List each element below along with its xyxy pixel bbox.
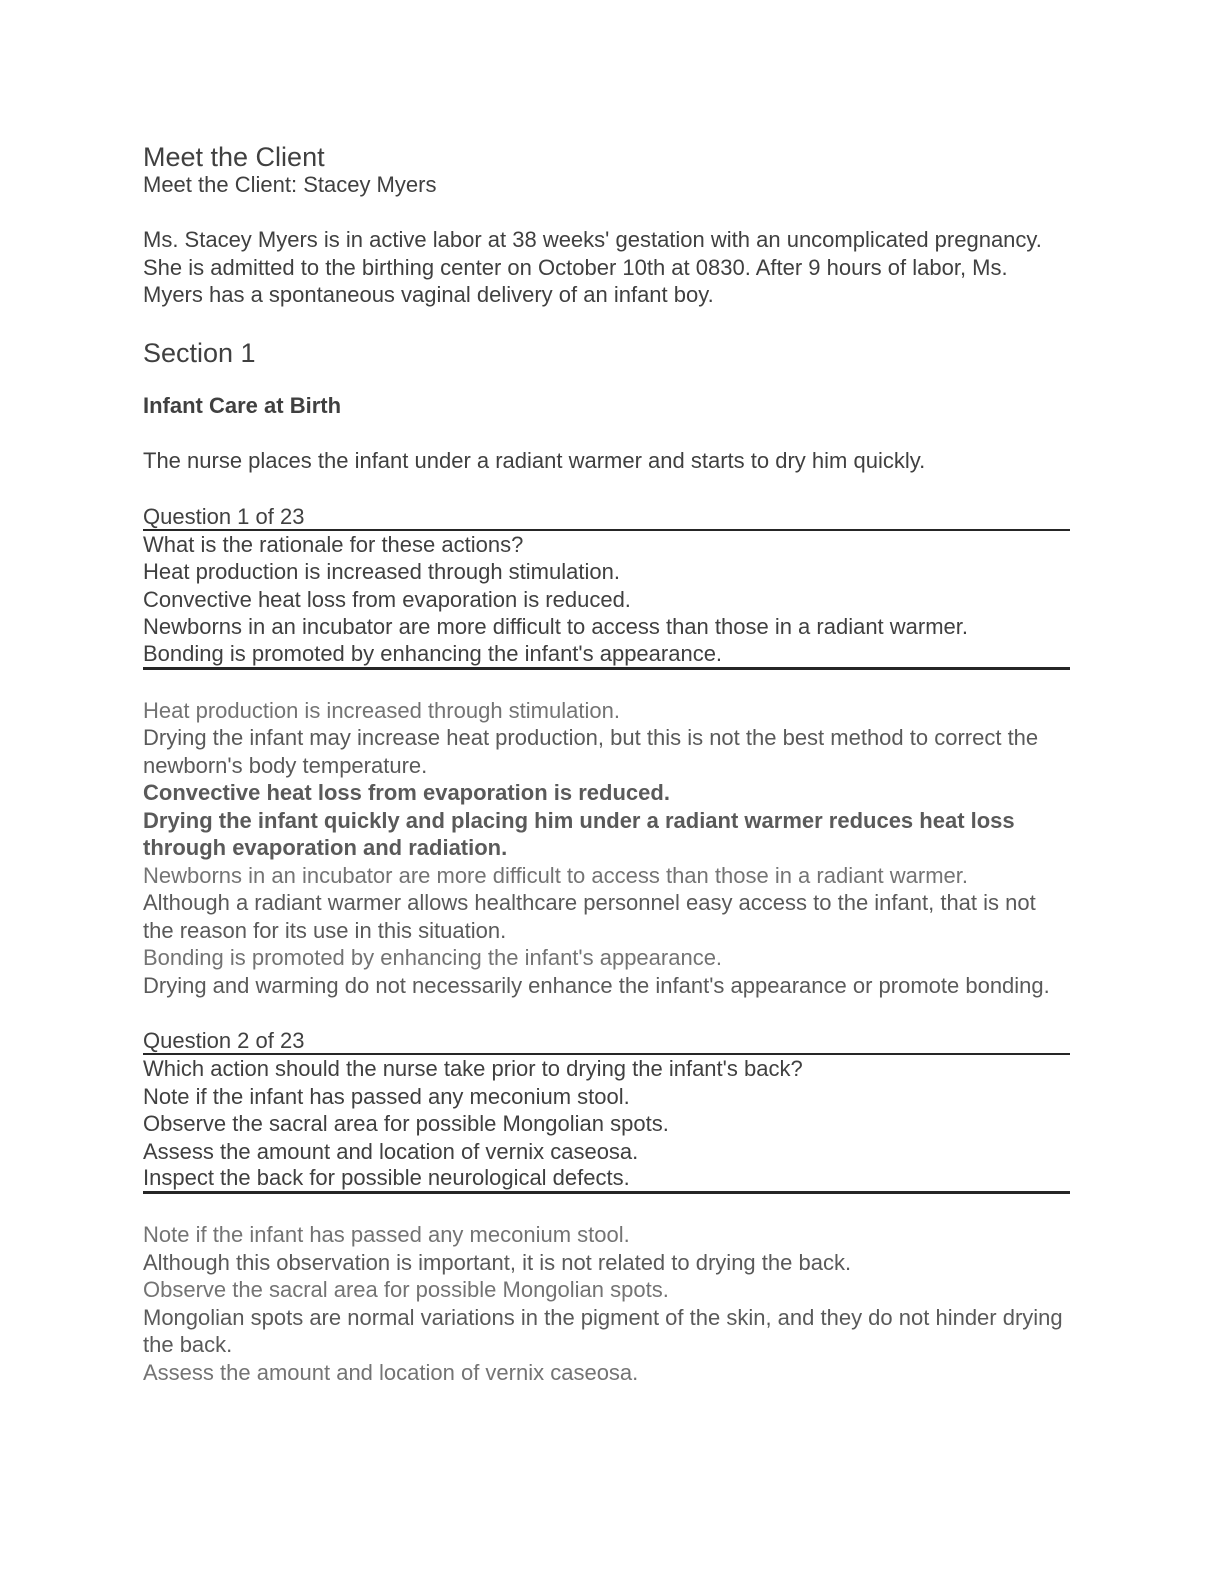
page-subtitle: Meet the Client: Stacey Myers bbox=[143, 172, 437, 197]
feedback-option: Observe the sacral area for possible Mongolian spots. bbox=[143, 1277, 669, 1302]
question-block bbox=[143, 1026, 1070, 1194]
feedback-explanation: Mongolian spots are normal variations in the pigment of the skin, and they do not hinder drying the back. bbox=[143, 1304, 1063, 1357]
question-label: Question 2 of 23 bbox=[143, 1026, 1070, 1055]
question-prompt: Which action should the nurse take prior to drying the infant's back? bbox=[143, 1056, 803, 1081]
answer-option[interactable]: Observe the sacral area for possible Mongolian spots. bbox=[143, 1111, 669, 1136]
answer-option[interactable]: Convective heat loss from evaporation is reduced. bbox=[143, 586, 631, 612]
feedback-explanation: Drying and warming do not necessarily enhance the infant's appearance or promote bonding. bbox=[143, 972, 1050, 998]
answer-option[interactable]: Heat production is increased through stimulation. bbox=[143, 559, 620, 584]
question-block bbox=[143, 502, 1070, 670]
answer-option[interactable]: Bonding is promoted by enhancing the infant's appearance. bbox=[143, 641, 1070, 670]
intro-paragraph: Ms. Stacey Myers is in active labor at 38 weeks' gestation with an uncomplicated pregnancy. She is admitted to the birthing center on October 10th at 0830. After 9 hours of labor, Ms. Myers has a spontaneous vaginal delivery of an infant boy. bbox=[143, 227, 1042, 307]
feedback-option: Bonding is promoted by enhancing the infant's appearance. bbox=[143, 945, 723, 970]
question-label: Question 1 of 23 bbox=[143, 502, 1070, 531]
scenario-text: The nurse places the infant under a radiant warmer and starts to dry him quickly. bbox=[143, 448, 926, 473]
feedback-option: Heat production is increased through stimulation. bbox=[143, 697, 620, 723]
feedback-explanation: Although a radiant warmer allows healthcare personnel easy access to the infant, that is not the reason for its use in this situation. bbox=[143, 890, 1036, 943]
question-prompt: What is the rationale for these actions? bbox=[143, 531, 524, 557]
section-title: Section 1 bbox=[143, 337, 256, 368]
feedback-block bbox=[143, 697, 1070, 1000]
answer-option[interactable]: Note if the infant has passed any meconium stool. bbox=[143, 1083, 630, 1109]
feedback-option: Note if the infant has passed any meconium stool. bbox=[143, 1222, 630, 1247]
page-title: Meet the Client bbox=[143, 142, 325, 172]
answer-option[interactable]: Inspect the back for possible neurological defects. bbox=[143, 1165, 1070, 1194]
feedback-explanation-correct: Drying the infant quickly and placing him under a radiant warmer reduces heat loss through evaporation and radiation. bbox=[143, 807, 1015, 860]
answer-option[interactable]: Newborns in an incubator are more difficult to access than those in a radiant warmer. bbox=[143, 614, 969, 639]
feedback-option: Newborns in an incubator are more difficult to access than those in a radiant warmer. bbox=[143, 862, 969, 888]
answer-option[interactable]: Assess the amount and location of vernix caseosa. bbox=[143, 1138, 639, 1164]
feedback-explanation: Although this observation is important, it is not related to drying the back. bbox=[143, 1249, 852, 1275]
feedback-option: Assess the amount and location of vernix caseosa. bbox=[143, 1359, 639, 1385]
feedback-explanation: Drying the infant may increase heat production, but this is not the best method to correct the newborn's body temperature. bbox=[143, 725, 1039, 778]
section-heading: Infant Care at Birth bbox=[143, 392, 342, 418]
document-page bbox=[143, 140, 1070, 1386]
feedback-option-correct: Convective heat loss from evaporation is reduced. bbox=[143, 780, 670, 805]
feedback-block bbox=[143, 1221, 1070, 1386]
